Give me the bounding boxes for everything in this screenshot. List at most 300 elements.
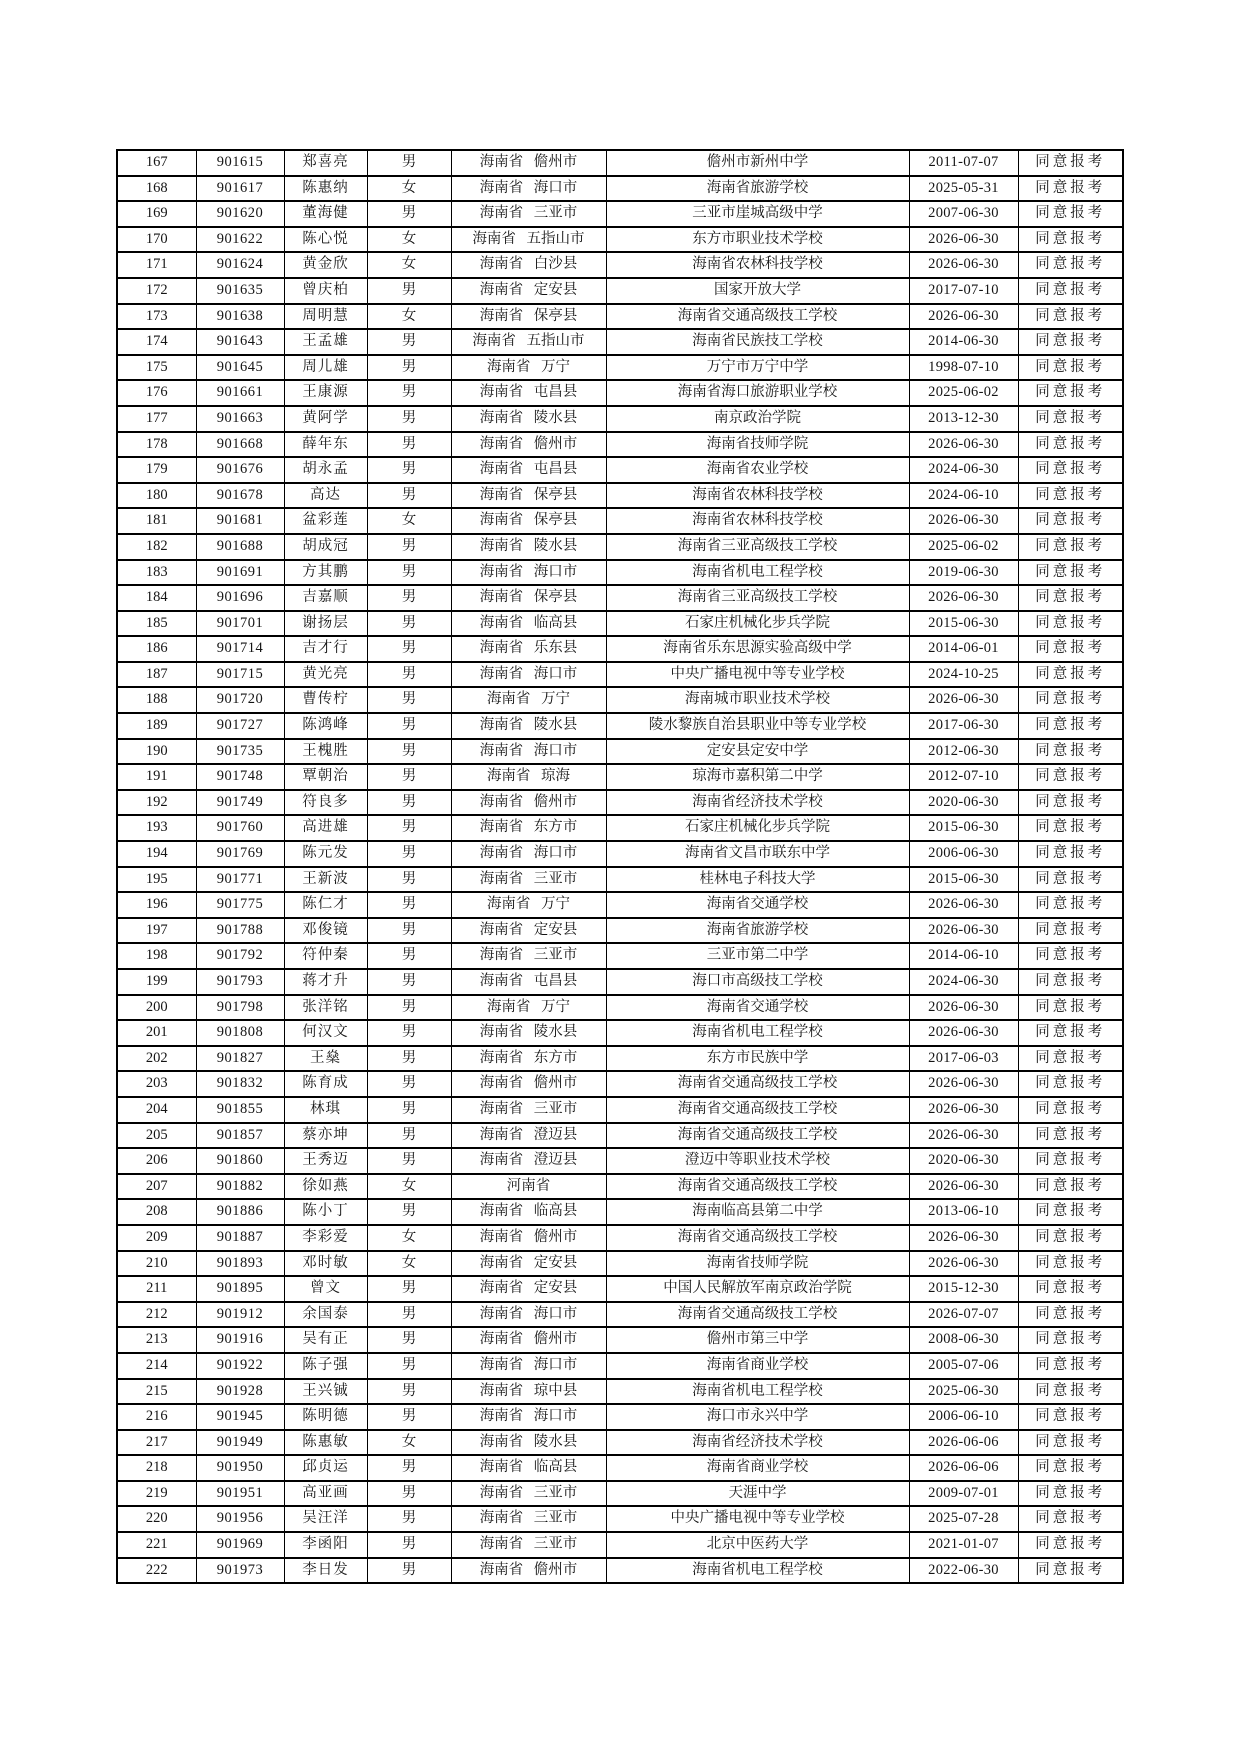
cell-status: 同意报考 <box>1018 252 1123 278</box>
cell-region: 海南省 陵水县 <box>451 534 606 560</box>
table-row <box>117 995 1123 1021</box>
cell-status: 同意报考 <box>1018 739 1123 765</box>
cell-id: 901788 <box>196 918 284 944</box>
cell-id: 901635 <box>196 278 284 304</box>
cell-name: 蒋才升 <box>284 969 367 995</box>
cell-region: 海南省 保亭县 <box>451 508 606 534</box>
cell-region: 海南省 乐东县 <box>451 636 606 662</box>
cell-id: 901951 <box>196 1481 284 1507</box>
cell-school: 海南省交通高级技工学校 <box>606 1225 909 1251</box>
cell-name: 蔡亦坤 <box>284 1123 367 1149</box>
table-row <box>117 560 1123 586</box>
cell-region: 海南省 临高县 <box>451 1199 606 1225</box>
cell-status: 同意报考 <box>1018 892 1123 918</box>
cell-seq: 170 <box>117 227 196 253</box>
cell-date: 2015-06-30 <box>909 611 1018 637</box>
cell-seq: 219 <box>117 1481 196 1507</box>
table-row <box>117 483 1123 509</box>
cell-id: 901887 <box>196 1225 284 1251</box>
table-row <box>117 943 1123 969</box>
cell-region: 海南省 保亭县 <box>451 304 606 330</box>
cell-status: 同意报考 <box>1018 1404 1123 1430</box>
cell-status: 同意报考 <box>1018 201 1123 227</box>
cell-region: 海南省 儋州市 <box>451 790 606 816</box>
cell-status: 同意报考 <box>1018 560 1123 586</box>
cell-id: 901916 <box>196 1327 284 1353</box>
cell-seq: 215 <box>117 1379 196 1405</box>
cell-id: 901771 <box>196 867 284 893</box>
cell-school: 海南省农林科技学校 <box>606 483 909 509</box>
cell-date: 2026-07-07 <box>909 1302 1018 1328</box>
cell-status: 同意报考 <box>1018 1174 1123 1200</box>
cell-region: 海南省 澄迈县 <box>451 1123 606 1149</box>
cell-name: 邓俊镜 <box>284 918 367 944</box>
table-row <box>117 713 1123 739</box>
cell-region: 海南省 陵水县 <box>451 713 606 739</box>
cell-gender: 男 <box>367 662 451 688</box>
cell-date: 2026-06-30 <box>909 687 1018 713</box>
cell-school: 海南省机电工程学校 <box>606 1379 909 1405</box>
cell-gender: 男 <box>367 1506 451 1532</box>
cell-gender: 男 <box>367 201 451 227</box>
cell-seq: 191 <box>117 764 196 790</box>
cell-school: 海南省民族技工学校 <box>606 329 909 355</box>
cell-school: 海南省交通高级技工学校 <box>606 1097 909 1123</box>
cell-id: 901714 <box>196 636 284 662</box>
cell-school: 海南省交通高级技工学校 <box>606 1174 909 1200</box>
cell-seq: 168 <box>117 176 196 202</box>
cell-school: 石家庄机械化步兵学院 <box>606 815 909 841</box>
cell-id: 901950 <box>196 1455 284 1481</box>
table-row <box>117 508 1123 534</box>
cell-gender: 女 <box>367 304 451 330</box>
student-roster-table <box>116 149 1124 1584</box>
cell-id: 901688 <box>196 534 284 560</box>
cell-region: 海南省 琼海 <box>451 764 606 790</box>
cell-date: 2026-06-30 <box>909 1123 1018 1149</box>
cell-date: 2025-06-30 <box>909 1379 1018 1405</box>
cell-id: 901748 <box>196 764 284 790</box>
cell-region: 海南省 儋州市 <box>451 432 606 458</box>
cell-gender: 女 <box>367 252 451 278</box>
cell-id: 901945 <box>196 1404 284 1430</box>
cell-name: 余国泰 <box>284 1302 367 1328</box>
cell-id: 901760 <box>196 815 284 841</box>
cell-school: 海南省交通高级技工学校 <box>606 304 909 330</box>
cell-gender: 男 <box>367 764 451 790</box>
cell-seq: 186 <box>117 636 196 662</box>
table-row <box>117 841 1123 867</box>
cell-seq: 218 <box>117 1455 196 1481</box>
cell-seq: 188 <box>117 687 196 713</box>
table-row <box>117 380 1123 406</box>
cell-date: 2020-06-30 <box>909 790 1018 816</box>
cell-school: 桂林电子科技大学 <box>606 867 909 893</box>
cell-seq: 211 <box>117 1276 196 1302</box>
cell-status: 同意报考 <box>1018 1379 1123 1405</box>
cell-school: 海南省三亚高级技工学校 <box>606 585 909 611</box>
cell-region: 海南省 海口市 <box>451 176 606 202</box>
cell-name: 王康源 <box>284 380 367 406</box>
cell-school: 北京中医药大学 <box>606 1532 909 1558</box>
cell-seq: 220 <box>117 1506 196 1532</box>
cell-school: 海南省技师学院 <box>606 432 909 458</box>
table-row <box>117 918 1123 944</box>
cell-region: 海南省 琼中县 <box>451 1379 606 1405</box>
cell-status: 同意报考 <box>1018 176 1123 202</box>
cell-gender: 男 <box>367 1532 451 1558</box>
cell-seq: 202 <box>117 1046 196 1072</box>
cell-status: 同意报考 <box>1018 1353 1123 1379</box>
cell-school: 天涯中学 <box>606 1481 909 1507</box>
cell-status: 同意报考 <box>1018 918 1123 944</box>
cell-date: 2012-07-10 <box>909 764 1018 790</box>
table-row <box>117 969 1123 995</box>
cell-gender: 男 <box>367 432 451 458</box>
cell-status: 同意报考 <box>1018 1123 1123 1149</box>
cell-gender: 男 <box>367 150 451 176</box>
cell-name: 陈育成 <box>284 1071 367 1097</box>
cell-seq: 201 <box>117 1020 196 1046</box>
cell-region: 海南省 三亚市 <box>451 1097 606 1123</box>
cell-name: 王燊 <box>284 1046 367 1072</box>
cell-school: 海南省旅游学校 <box>606 918 909 944</box>
cell-name: 吴汪洋 <box>284 1506 367 1532</box>
cell-seq: 177 <box>117 406 196 432</box>
cell-gender: 男 <box>367 841 451 867</box>
cell-date: 2026-06-30 <box>909 1174 1018 1200</box>
cell-region: 海南省 定安县 <box>451 918 606 944</box>
cell-seq: 197 <box>117 918 196 944</box>
cell-gender: 男 <box>367 1404 451 1430</box>
cell-region: 海南省 三亚市 <box>451 943 606 969</box>
cell-seq: 195 <box>117 867 196 893</box>
cell-status: 同意报考 <box>1018 995 1123 1021</box>
cell-seq: 184 <box>117 585 196 611</box>
cell-seq: 213 <box>117 1327 196 1353</box>
cell-school: 海南省机电工程学校 <box>606 560 909 586</box>
cell-gender: 男 <box>367 355 451 381</box>
cell-status: 同意报考 <box>1018 1251 1123 1277</box>
cell-id: 901615 <box>196 150 284 176</box>
cell-seq: 173 <box>117 304 196 330</box>
cell-region: 海南省 万宁 <box>451 687 606 713</box>
cell-date: 2015-06-30 <box>909 867 1018 893</box>
cell-name: 曾文 <box>284 1276 367 1302</box>
cell-date: 2026-06-30 <box>909 252 1018 278</box>
cell-seq: 167 <box>117 150 196 176</box>
cell-id: 901928 <box>196 1379 284 1405</box>
cell-name: 黄金欣 <box>284 252 367 278</box>
cell-seq: 209 <box>117 1225 196 1251</box>
cell-name: 黄光亮 <box>284 662 367 688</box>
cell-id: 901893 <box>196 1251 284 1277</box>
cell-id: 901956 <box>196 1506 284 1532</box>
cell-school: 三亚市崖城高级中学 <box>606 201 909 227</box>
cell-school: 海南临高县第二中学 <box>606 1199 909 1225</box>
cell-id: 901973 <box>196 1558 284 1584</box>
table-row <box>117 867 1123 893</box>
cell-seq: 203 <box>117 1071 196 1097</box>
table-row <box>117 662 1123 688</box>
cell-name: 郑喜亮 <box>284 150 367 176</box>
cell-date: 2025-07-28 <box>909 1506 1018 1532</box>
cell-name: 符仲秦 <box>284 943 367 969</box>
cell-seq: 192 <box>117 790 196 816</box>
cell-status: 同意报考 <box>1018 1506 1123 1532</box>
table-row <box>117 150 1123 176</box>
cell-id: 901617 <box>196 176 284 202</box>
cell-region: 海南省 白沙县 <box>451 252 606 278</box>
cell-seq: 182 <box>117 534 196 560</box>
cell-name: 薛年东 <box>284 432 367 458</box>
cell-region: 海南省 陵水县 <box>451 1430 606 1456</box>
cell-gender: 男 <box>367 1379 451 1405</box>
table-row <box>117 892 1123 918</box>
cell-seq: 183 <box>117 560 196 586</box>
cell-region: 海南省 海口市 <box>451 662 606 688</box>
cell-date: 2005-07-06 <box>909 1353 1018 1379</box>
cell-name: 张洋铭 <box>284 995 367 1021</box>
cell-id: 901793 <box>196 969 284 995</box>
cell-gender: 男 <box>367 1046 451 1072</box>
cell-region: 海南省 万宁 <box>451 355 606 381</box>
cell-date: 2026-06-30 <box>909 995 1018 1021</box>
cell-region: 河南省 <box>451 1174 606 1200</box>
cell-name: 李函阳 <box>284 1532 367 1558</box>
table-row <box>117 1097 1123 1123</box>
cell-region: 海南省 五指山市 <box>451 227 606 253</box>
cell-gender: 男 <box>367 585 451 611</box>
table-row <box>117 1174 1123 1200</box>
cell-seq: 194 <box>117 841 196 867</box>
cell-school: 海南省交通高级技工学校 <box>606 1071 909 1097</box>
cell-name: 陈鸿峰 <box>284 713 367 739</box>
cell-date: 2021-01-07 <box>909 1532 1018 1558</box>
cell-date: 2024-06-10 <box>909 483 1018 509</box>
cell-date: 2026-06-30 <box>909 918 1018 944</box>
cell-status: 同意报考 <box>1018 790 1123 816</box>
cell-school: 儋州市新州中学 <box>606 150 909 176</box>
cell-seq: 175 <box>117 355 196 381</box>
cell-gender: 男 <box>367 867 451 893</box>
table-row <box>117 1379 1123 1405</box>
cell-gender: 男 <box>367 995 451 1021</box>
cell-name: 陈惠纳 <box>284 176 367 202</box>
cell-status: 同意报考 <box>1018 713 1123 739</box>
cell-id: 901855 <box>196 1097 284 1123</box>
cell-date: 2008-06-30 <box>909 1327 1018 1353</box>
cell-gender: 男 <box>367 687 451 713</box>
cell-date: 2006-06-30 <box>909 841 1018 867</box>
cell-region: 海南省 海口市 <box>451 841 606 867</box>
cell-region: 海南省 万宁 <box>451 892 606 918</box>
cell-date: 2011-07-07 <box>909 150 1018 176</box>
cell-id: 901775 <box>196 892 284 918</box>
cell-date: 2013-06-10 <box>909 1199 1018 1225</box>
cell-status: 同意报考 <box>1018 662 1123 688</box>
cell-id: 901643 <box>196 329 284 355</box>
cell-seq: 189 <box>117 713 196 739</box>
cell-status: 同意报考 <box>1018 1097 1123 1123</box>
cell-date: 2026-06-30 <box>909 1251 1018 1277</box>
cell-school: 海口市永兴中学 <box>606 1404 909 1430</box>
cell-id: 901715 <box>196 662 284 688</box>
cell-school: 海南省交通学校 <box>606 995 909 1021</box>
cell-name: 邓时敏 <box>284 1251 367 1277</box>
cell-region: 海南省 三亚市 <box>451 867 606 893</box>
cell-date: 2024-06-30 <box>909 969 1018 995</box>
cell-date: 2025-06-02 <box>909 534 1018 560</box>
cell-date: 2017-07-10 <box>909 278 1018 304</box>
cell-school: 海南省旅游学校 <box>606 176 909 202</box>
cell-school: 海南省乐东思源实验高级中学 <box>606 636 909 662</box>
cell-seq: 174 <box>117 329 196 355</box>
cell-status: 同意报考 <box>1018 457 1123 483</box>
cell-school: 海南省经济技术学校 <box>606 1430 909 1456</box>
cell-region: 海南省 陵水县 <box>451 406 606 432</box>
cell-status: 同意报考 <box>1018 611 1123 637</box>
cell-id: 901668 <box>196 432 284 458</box>
cell-region: 海南省 万宁 <box>451 995 606 1021</box>
cell-region: 海南省 海口市 <box>451 739 606 765</box>
table-row <box>117 457 1123 483</box>
table-row <box>117 636 1123 662</box>
table-row <box>117 1123 1123 1149</box>
cell-status: 同意报考 <box>1018 636 1123 662</box>
cell-id: 901857 <box>196 1123 284 1149</box>
cell-id: 901769 <box>196 841 284 867</box>
cell-school: 海南省海口旅游职业学校 <box>606 380 909 406</box>
cell-status: 同意报考 <box>1018 1046 1123 1072</box>
cell-id: 901922 <box>196 1353 284 1379</box>
table-row <box>117 534 1123 560</box>
cell-school: 海南省三亚高级技工学校 <box>606 534 909 560</box>
cell-seq: 200 <box>117 995 196 1021</box>
cell-date: 2015-12-30 <box>909 1276 1018 1302</box>
cell-id: 901720 <box>196 687 284 713</box>
table-row <box>117 406 1123 432</box>
cell-name: 谢扬层 <box>284 611 367 637</box>
table-row <box>117 611 1123 637</box>
cell-id: 901638 <box>196 304 284 330</box>
cell-school: 儋州市第三中学 <box>606 1327 909 1353</box>
cell-region: 海南省 陵水县 <box>451 1020 606 1046</box>
cell-seq: 206 <box>117 1148 196 1174</box>
cell-school: 琼海市嘉积第二中学 <box>606 764 909 790</box>
cell-seq: 178 <box>117 432 196 458</box>
cell-seq: 208 <box>117 1199 196 1225</box>
cell-school: 海南省商业学校 <box>606 1353 909 1379</box>
cell-gender: 男 <box>367 406 451 432</box>
cell-name: 陈惠敏 <box>284 1430 367 1456</box>
cell-school: 三亚市第二中学 <box>606 943 909 969</box>
cell-name: 林琪 <box>284 1097 367 1123</box>
cell-name: 何汉文 <box>284 1020 367 1046</box>
cell-name: 吉嘉顺 <box>284 585 367 611</box>
cell-seq: 207 <box>117 1174 196 1200</box>
table-row <box>117 1353 1123 1379</box>
cell-region: 海南省 儋州市 <box>451 1327 606 1353</box>
cell-status: 同意报考 <box>1018 1302 1123 1328</box>
table-row <box>117 227 1123 253</box>
table-row <box>117 1199 1123 1225</box>
cell-date: 2025-05-31 <box>909 176 1018 202</box>
table-row <box>117 764 1123 790</box>
cell-school: 澄迈中等职业技术学校 <box>606 1148 909 1174</box>
cell-school: 中央广播电视中等专业学校 <box>606 662 909 688</box>
cell-gender: 女 <box>367 508 451 534</box>
cell-gender: 男 <box>367 457 451 483</box>
cell-id: 901895 <box>196 1276 284 1302</box>
cell-id: 901798 <box>196 995 284 1021</box>
cell-gender: 男 <box>367 534 451 560</box>
cell-name: 陈明德 <box>284 1404 367 1430</box>
cell-gender: 男 <box>367 713 451 739</box>
cell-date: 2015-06-30 <box>909 815 1018 841</box>
table-row <box>117 1148 1123 1174</box>
cell-status: 同意报考 <box>1018 278 1123 304</box>
cell-seq: 222 <box>117 1558 196 1584</box>
cell-name: 王兴铖 <box>284 1379 367 1405</box>
cell-school: 海南省商业学校 <box>606 1455 909 1481</box>
cell-seq: 172 <box>117 278 196 304</box>
cell-status: 同意报考 <box>1018 815 1123 841</box>
cell-id: 901969 <box>196 1532 284 1558</box>
cell-status: 同意报考 <box>1018 1430 1123 1456</box>
cell-gender: 男 <box>367 1276 451 1302</box>
table-row <box>117 304 1123 330</box>
cell-status: 同意报考 <box>1018 150 1123 176</box>
cell-school: 海南省机电工程学校 <box>606 1558 909 1584</box>
cell-name: 方其鹏 <box>284 560 367 586</box>
cell-name: 李彩爱 <box>284 1225 367 1251</box>
cell-date: 1998-07-10 <box>909 355 1018 381</box>
cell-status: 同意报考 <box>1018 380 1123 406</box>
cell-date: 2026-06-30 <box>909 1225 1018 1251</box>
cell-name: 王新波 <box>284 867 367 893</box>
table-row <box>117 1506 1123 1532</box>
cell-region: 海南省 海口市 <box>451 1404 606 1430</box>
cell-name: 邱贞运 <box>284 1455 367 1481</box>
cell-date: 2026-06-30 <box>909 1071 1018 1097</box>
cell-school: 海南省交通学校 <box>606 892 909 918</box>
cell-region: 海南省 屯昌县 <box>451 457 606 483</box>
cell-status: 同意报考 <box>1018 969 1123 995</box>
cell-id: 901832 <box>196 1071 284 1097</box>
table-row <box>117 1251 1123 1277</box>
cell-region: 海南省 定安县 <box>451 1276 606 1302</box>
cell-gender: 男 <box>367 560 451 586</box>
cell-seq: 171 <box>117 252 196 278</box>
cell-name: 徐如燕 <box>284 1174 367 1200</box>
cell-id: 901696 <box>196 585 284 611</box>
cell-school: 东方市职业技术学校 <box>606 227 909 253</box>
cell-id: 901678 <box>196 483 284 509</box>
cell-id: 901735 <box>196 739 284 765</box>
cell-seq: 216 <box>117 1404 196 1430</box>
table-row <box>117 790 1123 816</box>
table-row <box>117 1276 1123 1302</box>
cell-school: 海南省农林科技学校 <box>606 508 909 534</box>
cell-status: 同意报考 <box>1018 1558 1123 1584</box>
cell-gender: 男 <box>367 815 451 841</box>
cell-id: 901661 <box>196 380 284 406</box>
cell-status: 同意报考 <box>1018 687 1123 713</box>
cell-region: 海南省 东方市 <box>451 815 606 841</box>
cell-status: 同意报考 <box>1018 1276 1123 1302</box>
cell-region: 海南省 海口市 <box>451 1353 606 1379</box>
